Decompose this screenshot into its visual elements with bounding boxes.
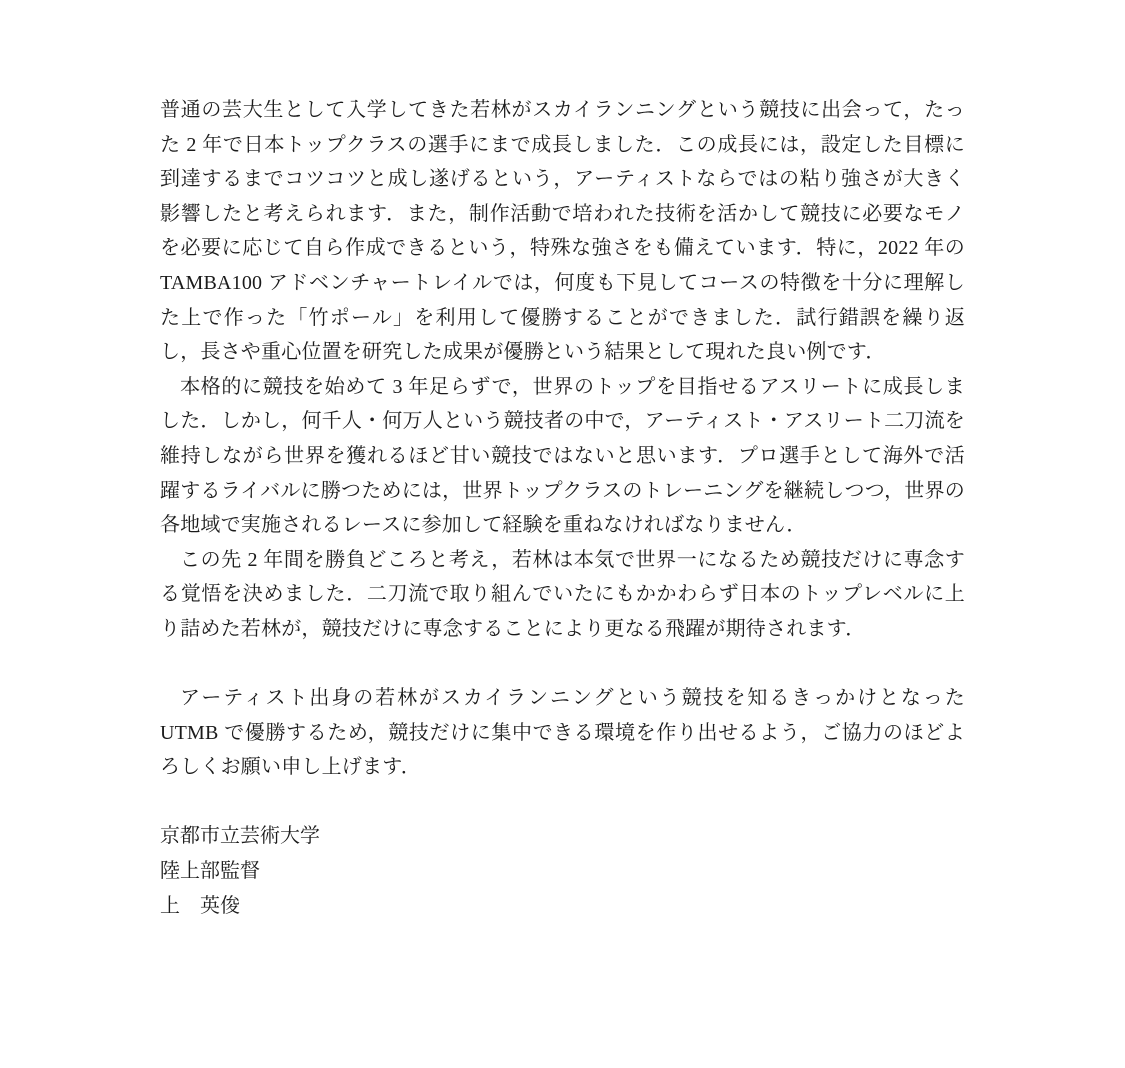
signature-title: 陸上部監督 xyxy=(160,860,260,883)
document-page xyxy=(160,93,965,923)
body-paragraph-4: アーティスト出身の若林がスカイランニングという競技を知るきっかけとなった UTMB で優勝するため，競技だけに集中できる環境を作り出せるよう，ご協力のほどよろしくお願い申し上げます． xyxy=(160,687,965,779)
signature-name: 上 英俊 xyxy=(160,894,240,917)
body-paragraph-3: この先 2 年間を勝負どころと考え，若林は本気で世界一になるため競技だけに専念する覚悟を決めました．二刀流で取り組んでいたにもかかわらず日本のトップレベルに上り詰めた若林が，競技だけに専念することにより更なる飛躍が期待されます． xyxy=(160,548,965,640)
signature-block xyxy=(160,819,965,923)
body-paragraph-1: 普通の芸大生として入学してきた若林がスカイランニングという競技に出会って，たった 2 年で日本トップクラスの選手にまで成長しました．この成長には，設定した目標に到達するまでコツコツと成し遂げるという，アーティストならではの粘り強さが大きく影響したと考えられます．また，制作活動で培われた技術を活かして競技に必要なモノを必要に応じて自ら作成できるという，特殊な強さをも備えています．特に，2022 年の TAMBA100 アドベンチャートレイルでは，何度も下見してコースの特徴を十分に理解した上で作った「竹ポール」を利用して優勝することができました．試行錯誤を繰り返し，長さや重心位置を研究した成果が優勝という結果として現れた良い例です． xyxy=(160,99,965,364)
body-paragraph-2: 本格的に競技を始めて 3 年足らずで，世界のトップを目指せるアスリートに成長しました．しかし，何千人・何万人という競技者の中で，アーティスト・アスリート二刀流を維持しながら世界を獲れるほど甘い競技ではないと思います．プロ選手として海外で活躍するライバルに勝つためには，世界トップクラスのトレーニングを継続しつつ，世界の各地域で実施されるレースに参加して経験を重ねなければなりません． xyxy=(160,375,965,537)
signature-organization: 京都市立芸術大学 xyxy=(160,825,320,848)
